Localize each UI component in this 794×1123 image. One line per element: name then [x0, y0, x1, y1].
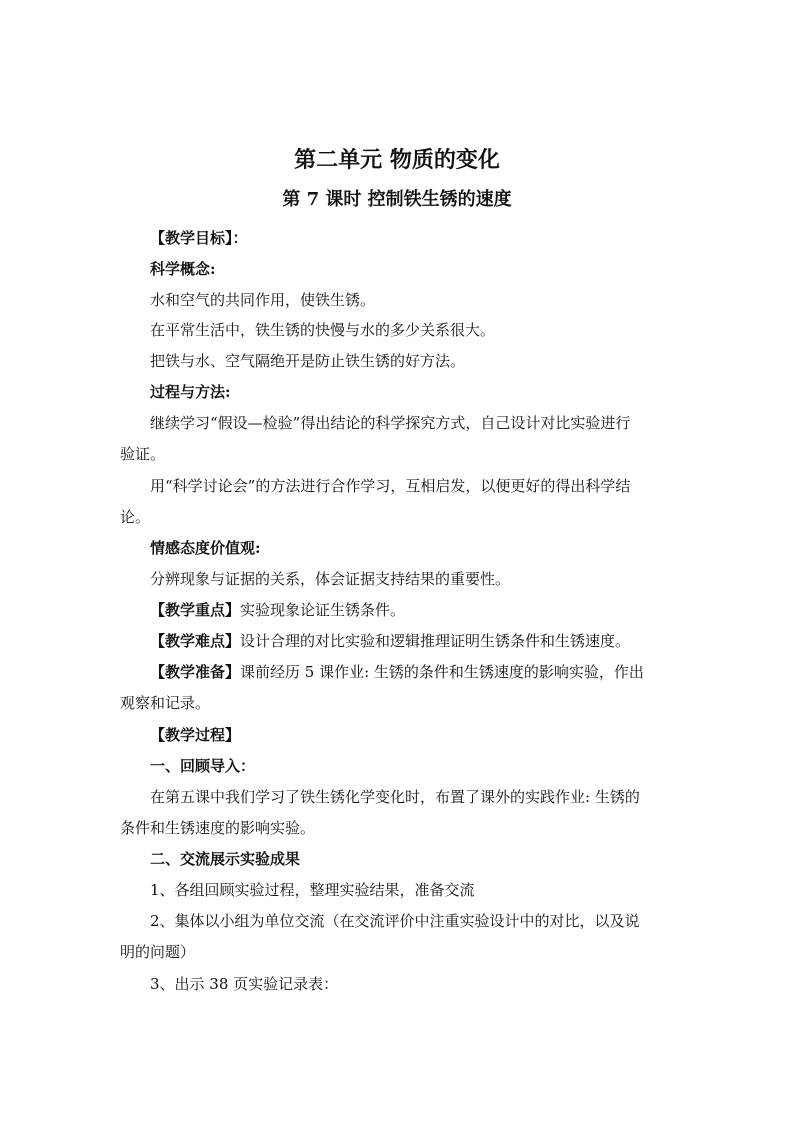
- objectives-heading: 【教学目标】：: [150, 229, 248, 247]
- difficulty-label: 【教学难点】: [150, 632, 241, 650]
- attitude-heading: 情感态度价值观:: [150, 539, 261, 557]
- key-point-label: 【教学重点】: [150, 601, 241, 619]
- page-title: 第二单元 物质的变化: [294, 147, 500, 173]
- key-point-line: [150, 600, 680, 620]
- step2-item: 1、各组回顾实验过程，整理实验结果，准备交流: [150, 881, 475, 899]
- key-point-text: 实验现象论证生锈条件。: [240, 601, 406, 619]
- lesson-subtitle: 第 7 课时 控制铁生锈的速度: [282, 189, 512, 210]
- concept-line: 在平常生活中，铁生锈的快慢与水的多少关系很大。: [150, 321, 496, 339]
- teaching-process-heading: 【教学过程】: [150, 726, 241, 744]
- process-paragraph-line: 论。: [120, 508, 151, 526]
- attitude-line: 分辨现象与证据的关系，体会证据支持结果的重要性。: [150, 570, 511, 588]
- step1-heading: 一、回顾导入：: [150, 757, 256, 775]
- concept-line: 水和空气的共同作用，使铁生锈。: [150, 291, 376, 309]
- step2-item-cont: 明的问题）: [120, 943, 196, 961]
- process-paragraph-line: 验证。: [120, 445, 166, 463]
- concept-line: 把铁与水、空气隔绝开是防止铁生锈的好方法。: [150, 352, 466, 370]
- step1-text-line: 在第五课中我们学习了铁生锈化学变化时，布置了课外的实践作业: 生锈的: [150, 788, 640, 806]
- preparation-line: [150, 662, 680, 682]
- preparation-line-cont: 观察和记录。: [120, 694, 211, 712]
- preparation-text: 课前经历 5 课作业: 生锈的条件和生锈速度的影响实验，作出: [240, 663, 644, 681]
- difficulty-text: 设计合理的对比实验和逻辑推理证明生锈条件和生锈速度。: [240, 632, 631, 650]
- process-heading: 过程与方法:: [150, 383, 231, 401]
- process-paragraph-line: 用“科学讨论会”的方法进行合作学习，互相启发，以便更好的得出科学结: [150, 477, 631, 495]
- step2-item: 3、出示 38 页实验记录表：: [150, 975, 339, 993]
- concept-heading: 科学概念:: [150, 260, 216, 278]
- process-paragraph-line: 继续学习“假设—检验”得出结论的科学探究方式，自己设计对比实验进行: [150, 414, 631, 432]
- preparation-label: 【教学准备】: [150, 663, 241, 681]
- step2-heading: 二、交流展示实验成果: [150, 850, 301, 868]
- difficulty-line: [150, 631, 680, 651]
- step2-item: 2、集体以小组为单位交流（在交流评价中注重实验设计中的对比，以及说: [150, 912, 640, 930]
- step1-text-line: 条件和生锈速度的影响实验。: [120, 819, 316, 837]
